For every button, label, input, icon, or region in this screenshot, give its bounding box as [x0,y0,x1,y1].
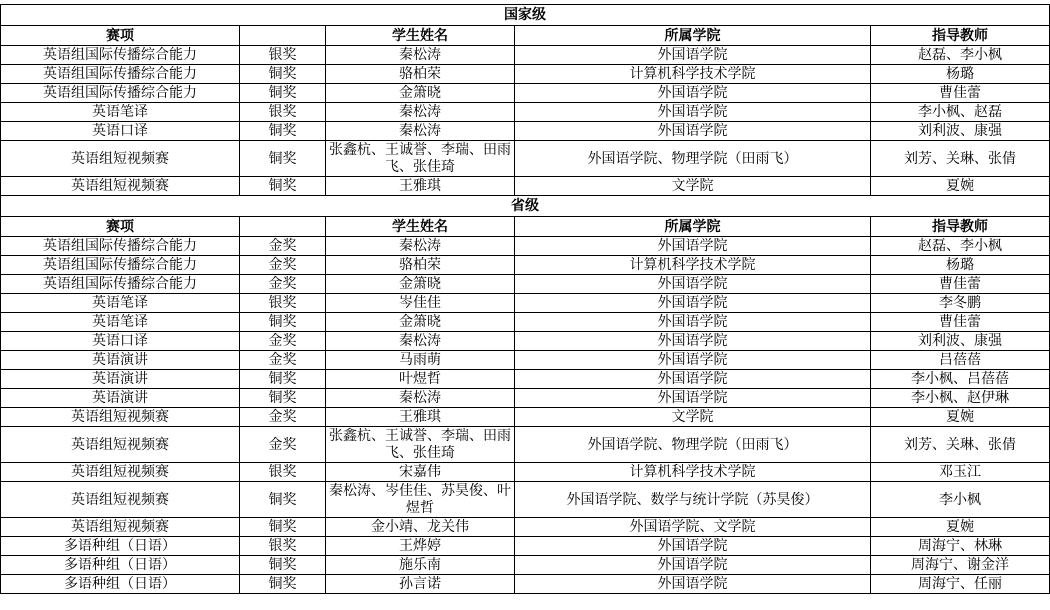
advisor-cell: 曹佳蕾 [871,275,1050,294]
table-row [1,482,1050,518]
table-row [1,65,1050,84]
award-cell: 金奖 [240,237,326,256]
table-row [1,256,1050,275]
award-cell: 铜奖 [240,556,326,575]
event-cell: 多语种组（日语） [1,575,240,594]
award-cell: 铜奖 [240,84,326,103]
table-row [1,103,1050,122]
student-cell: 马雨萌 [326,351,515,370]
event-cell: 英语组短视频赛 [1,518,240,537]
awards-table [0,4,1050,594]
header-college: 所属学院 [515,26,871,46]
table-row [1,389,1050,408]
header-college: 所属学院 [515,217,871,237]
table-row [1,427,1050,463]
college-cell: 外国语学院 [515,389,871,408]
college-cell: 外国语学院 [515,351,871,370]
event-cell: 英语演讲 [1,389,240,408]
student-cell: 岑佳佳 [326,294,515,313]
table-row [1,370,1050,389]
event-cell: 英语组短视频赛 [1,427,240,463]
college-cell: 文学院 [515,177,871,196]
award-cell: 银奖 [240,463,326,482]
advisor-cell: 邓玉江 [871,463,1050,482]
event-cell: 英语组国际传播综合能力 [1,84,240,103]
header-advisor: 指导教师 [871,217,1050,237]
student-cell: 张鑫杭、王诚誉、李瑞、田雨飞、张佳琦 [326,141,515,177]
student-cell: 金箫晓 [326,313,515,332]
event-cell: 英语组短视频赛 [1,408,240,427]
advisor-cell: 李小枫 [871,482,1050,518]
section-title: 国家级 [1,5,1050,26]
section-title-row [1,196,1050,217]
header-student: 学生姓名 [326,217,515,237]
table-row [1,518,1050,537]
advisor-cell: 杨璐 [871,256,1050,275]
column-header-row [1,26,1050,46]
header-student: 学生姓名 [326,26,515,46]
event-cell: 英语组国际传播综合能力 [1,275,240,294]
table-row [1,141,1050,177]
advisor-cell: 曹佳蕾 [871,84,1050,103]
table-row [1,122,1050,141]
advisor-cell: 赵磊、李小枫 [871,237,1050,256]
college-cell: 文学院 [515,408,871,427]
advisor-cell: 夏婉 [871,177,1050,196]
section-title: 省级 [1,196,1050,217]
advisor-cell: 吕蓓蓓 [871,351,1050,370]
award-cell: 铜奖 [240,177,326,196]
event-cell: 多语种组（日语） [1,537,240,556]
student-cell: 孙言诺 [326,575,515,594]
student-cell: 宋嘉伟 [326,463,515,482]
advisor-cell: 周海宁、林琳 [871,537,1050,556]
event-cell: 英语演讲 [1,351,240,370]
student-cell: 叶煜哲 [326,370,515,389]
college-cell: 外国语学院 [515,313,871,332]
college-cell: 外国语学院、物理学院（田雨飞） [515,141,871,177]
event-cell: 英语组短视频赛 [1,141,240,177]
award-cell: 银奖 [240,537,326,556]
college-cell: 外国语学院、文学院 [515,518,871,537]
award-cell: 金奖 [240,256,326,275]
college-cell: 外国语学院 [515,575,871,594]
event-cell: 英语组国际传播综合能力 [1,237,240,256]
award-cell: 金奖 [240,332,326,351]
advisor-cell: 刘利波、康强 [871,332,1050,351]
column-header-row [1,217,1050,237]
table-row [1,46,1050,65]
college-cell: 计算机科学技术学院 [515,256,871,275]
student-cell: 秦松涛 [326,103,515,122]
event-cell: 英语笔译 [1,103,240,122]
college-cell: 外国语学院 [515,275,871,294]
college-cell: 外国语学院 [515,103,871,122]
advisor-cell: 刘芳、关琳、张倩 [871,427,1050,463]
table-row [1,463,1050,482]
student-cell: 秦松涛 [326,332,515,351]
award-cell: 金奖 [240,351,326,370]
award-cell: 铜奖 [240,122,326,141]
award-cell: 铜奖 [240,65,326,84]
event-cell: 英语组短视频赛 [1,463,240,482]
table-row [1,575,1050,594]
college-cell: 外国语学院 [515,237,871,256]
header-award [240,217,326,237]
student-cell: 秦松涛 [326,389,515,408]
college-cell: 计算机科学技术学院 [515,463,871,482]
event-cell: 英语笔译 [1,313,240,332]
event-cell: 英语口译 [1,332,240,351]
college-cell: 外国语学院 [515,84,871,103]
award-cell: 铜奖 [240,575,326,594]
table-row [1,294,1050,313]
award-cell: 金奖 [240,275,326,294]
award-cell: 铜奖 [240,370,326,389]
event-cell: 英语组国际传播综合能力 [1,46,240,65]
advisor-cell: 刘利波、康强 [871,122,1050,141]
student-cell: 王雅琪 [326,408,515,427]
student-cell: 施乐南 [326,556,515,575]
student-cell: 秦松涛 [326,122,515,141]
student-cell: 骆柏荣 [326,256,515,275]
student-cell: 秦松涛 [326,46,515,65]
advisor-cell: 李小枫、吕蓓蓓 [871,370,1050,389]
student-cell: 金箫晓 [326,275,515,294]
advisor-cell: 李冬鹏 [871,294,1050,313]
award-cell: 金奖 [240,408,326,427]
college-cell: 外国语学院 [515,122,871,141]
award-cell: 铜奖 [240,389,326,408]
college-cell: 外国语学院 [515,537,871,556]
college-cell: 外国语学院 [515,370,871,389]
advisor-cell: 李小枫、赵磊 [871,103,1050,122]
event-cell: 英语组国际传播综合能力 [1,256,240,275]
college-cell: 外国语学院、数学与统计学院（苏昊俊） [515,482,871,518]
header-event: 赛项 [1,26,240,46]
advisor-cell: 夏婉 [871,408,1050,427]
header-event: 赛项 [1,217,240,237]
table-row [1,351,1050,370]
award-cell: 银奖 [240,294,326,313]
award-cell: 铜奖 [240,141,326,177]
section-title-row [1,5,1050,26]
header-advisor: 指导教师 [871,26,1050,46]
event-cell: 英语组短视频赛 [1,177,240,196]
table-row [1,332,1050,351]
table-row [1,84,1050,103]
table-row [1,556,1050,575]
awards-table-body [1,5,1050,594]
event-cell: 多语种组（日语） [1,556,240,575]
table-row [1,177,1050,196]
award-cell: 铜奖 [240,482,326,518]
student-cell: 金箫晓 [326,84,515,103]
college-cell: 外国语学院 [515,332,871,351]
table-row [1,313,1050,332]
advisor-cell: 周海宁、任丽 [871,575,1050,594]
college-cell: 外国语学院 [515,46,871,65]
table-row [1,408,1050,427]
college-cell: 外国语学院 [515,556,871,575]
advisor-cell: 赵磊、李小枫 [871,46,1050,65]
college-cell: 外国语学院、物理学院（田雨飞） [515,427,871,463]
event-cell: 英语组短视频赛 [1,482,240,518]
award-cell: 银奖 [240,103,326,122]
student-cell: 秦松涛 [326,237,515,256]
student-cell: 秦松涛、岑佳佳、苏昊俊、叶煜哲 [326,482,515,518]
advisor-cell: 杨璐 [871,65,1050,84]
award-cell: 铜奖 [240,518,326,537]
table-row [1,237,1050,256]
table-row [1,537,1050,556]
award-cell: 金奖 [240,427,326,463]
college-cell: 外国语学院 [515,294,871,313]
table-row [1,275,1050,294]
student-cell: 张鑫杭、王诚誉、李瑞、田雨飞、张佳琦 [326,427,515,463]
event-cell: 英语口译 [1,122,240,141]
advisor-cell: 夏婉 [871,518,1050,537]
header-award [240,26,326,46]
advisor-cell: 曹佳蕾 [871,313,1050,332]
student-cell: 金小靖、龙关伟 [326,518,515,537]
advisor-cell: 刘芳、关琳、张倩 [871,141,1050,177]
award-cell: 银奖 [240,46,326,65]
event-cell: 英语笔译 [1,294,240,313]
event-cell: 英语演讲 [1,370,240,389]
student-cell: 骆柏荣 [326,65,515,84]
award-cell: 铜奖 [240,313,326,332]
advisor-cell: 周海宁、谢金洋 [871,556,1050,575]
student-cell: 王烨婷 [326,537,515,556]
student-cell: 王雅琪 [326,177,515,196]
college-cell: 计算机科学技术学院 [515,65,871,84]
event-cell: 英语组国际传播综合能力 [1,65,240,84]
advisor-cell: 李小枫、赵伊琳 [871,389,1050,408]
